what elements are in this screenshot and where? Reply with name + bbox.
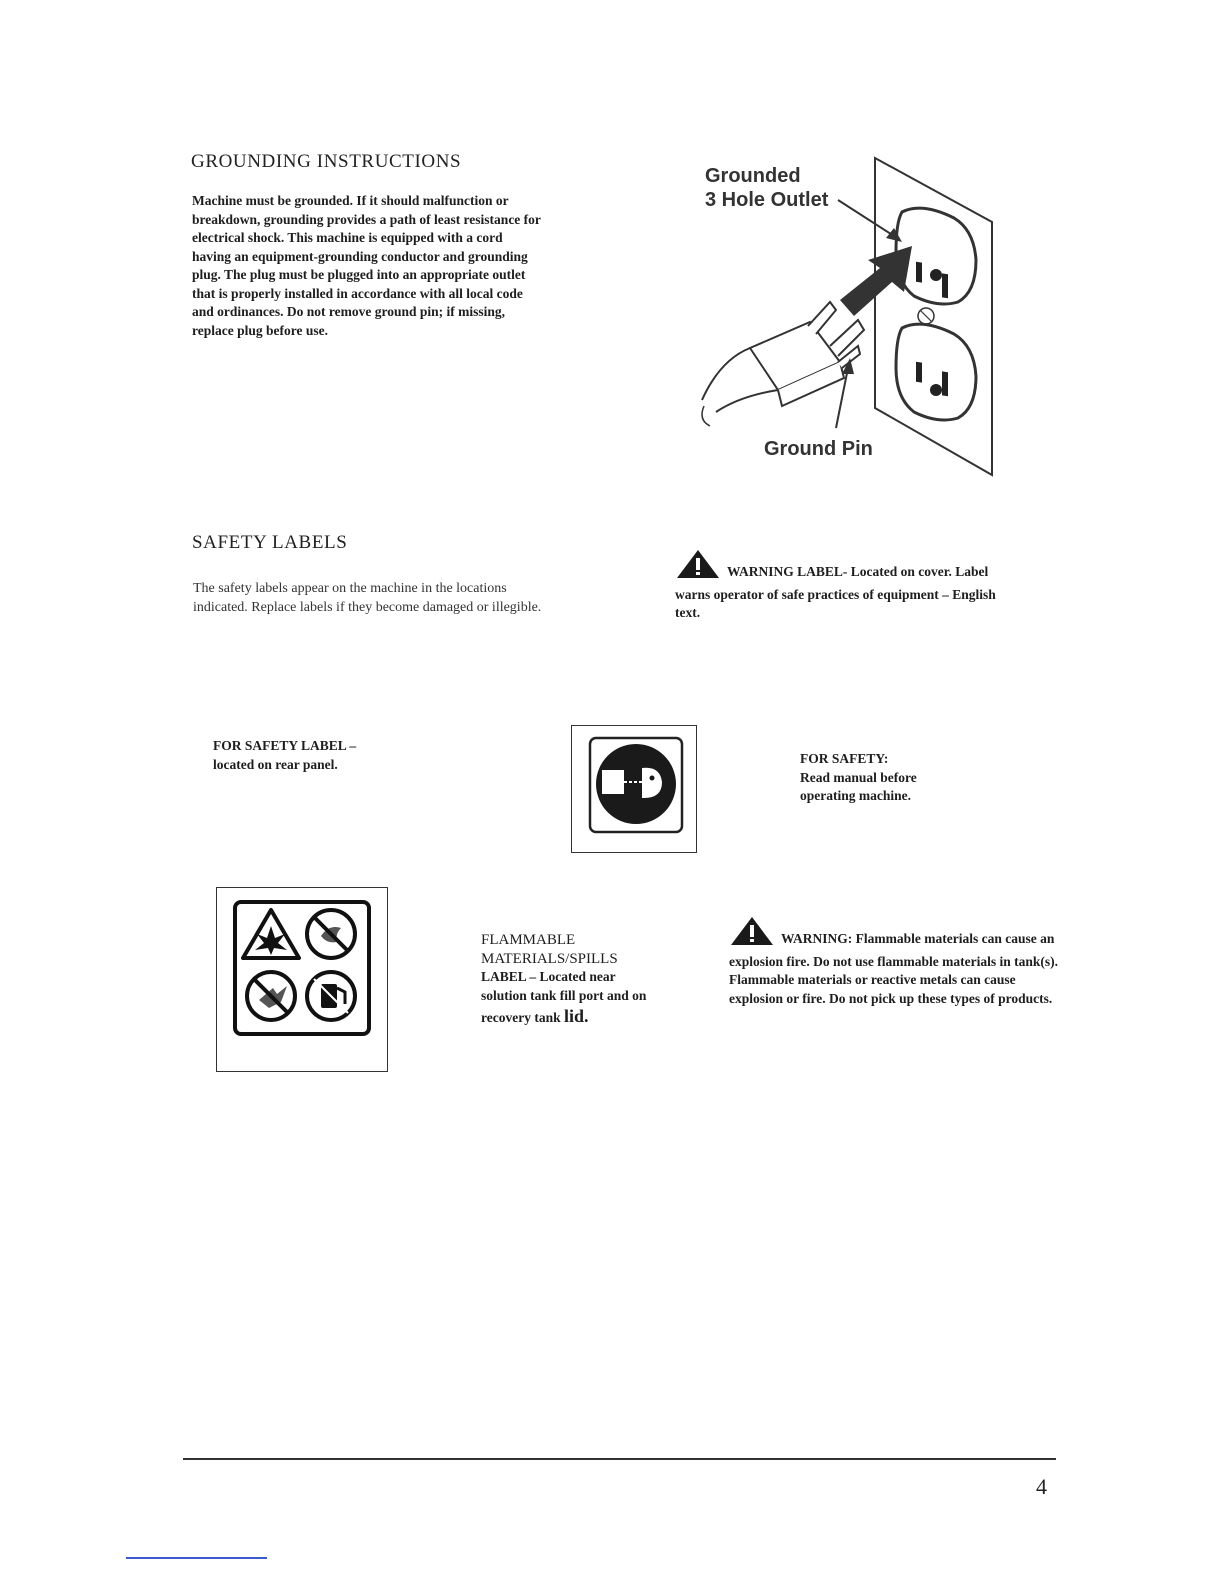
flammable-line: LABEL – Located near [481,969,616,984]
read-manual-line: Read manual before [800,769,917,785]
safety-labels-heading: SAFETY LABELS [192,532,348,553]
flammable-line: solution tank fill port and on [481,987,647,1003]
flammable-line [481,1007,711,1028]
read-manual-line: operating machine. [800,788,911,803]
warning-line-text: WARNING LABEL- Located on cover. Label [727,564,989,579]
safety-labels-paragraph [193,579,623,617]
grounding-line: having an equipment-grounding conductor and grounding [192,248,528,264]
flammable-line: MATERIALS/SPILLS [481,950,618,967]
rear-panel-text [213,737,433,774]
grounding-line: Machine must be grounded. If it should malfunction or [192,193,509,208]
grounding-heading: GROUNDING INSTRUCTIONS [191,151,462,172]
no-flammable-icon [307,910,355,958]
warning-triangle-icon [729,915,775,953]
grounding-line: electrical shock. This machine is equipped with a cord [192,230,503,245]
flammable-hazard-icons [217,888,387,1071]
rear-panel-line: located on rear panel. [213,756,338,772]
warning-line: warns operator of safe practices of equipment – English [675,586,996,602]
ground-pin-label: Ground Pin [764,438,873,460]
read-manual-label [571,725,697,853]
warning-line [675,548,1095,586]
grounding-line: and ordinances. Do not remove ground pin; if missing, [192,304,506,319]
flammable-warning-line: explosion or fire. Do not pick up these types of products. [729,990,1053,1006]
flammable-line-big: lid. [563,1006,589,1026]
no-fuel-icon [307,972,355,1020]
grounding-line: that is properly installed in accordance with all local code [192,285,523,301]
flammable-warning-line: Flammable materials or reactive metals can cause [729,972,1016,987]
read-manual-icon [572,726,696,852]
footer-rule [183,1458,1056,1460]
explosion-hazard-icon [243,910,299,958]
grounding-line: breakdown, grounding provides a path of least resistance for [192,211,541,227]
flammable-line-prefix: recovery tank [481,1010,564,1025]
safety-line: The safety labels appear on the machine in the locations [193,581,507,596]
warning-line: text. [675,605,701,620]
warning-label-text [675,548,1095,623]
outlet-label-line: 3 Hole Outlet [705,189,829,211]
no-sparks-icon [247,972,295,1020]
outlet-label [705,164,828,212]
flammable-warning-text [729,915,1129,1008]
rear-panel-line: FOR SAFETY LABEL – [213,738,357,753]
flammable-warning-line: explosion fire. Do not use flammable materials in tank(s). [729,953,1058,969]
warning-triangle-icon [675,548,721,586]
grounding-paragraph [192,192,632,340]
page-number: 4 [1036,1474,1047,1499]
flammable-label [216,887,388,1072]
outlet-label-line: Grounded [705,165,801,187]
bottom-blue-rule [126,1557,267,1559]
read-manual-line: FOR SAFETY: [800,751,889,766]
read-manual-text [800,750,1020,806]
flammable-line: FLAMMABLE [481,932,576,948]
safety-line: indicated. Replace labels if they become damaged or illegible. [193,600,542,615]
flammable-label-text [481,931,711,1028]
grounding-line: replace plug before use. [192,322,328,338]
grounding-line: plug. The plug must be plugged into an appropriate outlet [192,267,526,282]
flammable-warning-line-text: WARNING: Flammable materials can cause an [781,931,1055,946]
outlet-figure [690,150,1030,480]
flammable-warning-line [729,915,1129,953]
